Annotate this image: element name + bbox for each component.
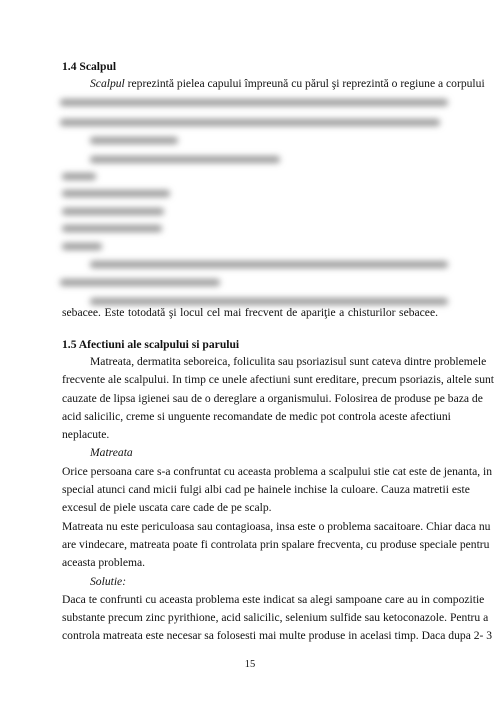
paragraph-line: Orice persoana care s-a confruntat cu aceasta problema a scalpului stie cat este de jenanta, in <box>62 465 493 478</box>
paragraph-line: Matreata nu este periculoasa sau contagioasa, insa este o problema sacaitoare. Chiar daca nu <box>62 520 491 533</box>
paragraph-line: frecvente ale scalpului. In timp ce unele afectiuni sunt ereditare, precum psoriazis, altele sunt <box>62 373 495 386</box>
paragraph-line: acid salicilic, creme si unguente recomandate de medic pot controla aceste afectiuni <box>62 410 451 423</box>
paragraph-line: aceasta problema. <box>62 556 146 569</box>
paragraph-text: reprezintă pielea capului împreună cu părul şi reprezintă o regiune a corpului <box>124 77 485 90</box>
paragraph-line: special atunci cand micii fulgi albi cad pe hainele inchise la culoare. Cauza matretii este <box>62 483 470 496</box>
paragraph-line: sebacee. Este totodată şi locul cel mai frecvent de apariţie a chisturilor sebacee. <box>62 306 438 319</box>
paragraph-line: are vindecare, matreata poate fi controlata prin spalare frecventa, cu produse speciale pentru <box>62 538 490 551</box>
paragraph-line: Daca te confrunti cu aceasta problema este indicat sa alegi sampoane care au in compozitie <box>62 593 485 606</box>
italic-term: Scalpul <box>90 77 125 90</box>
paragraph-line: excesul de piele uscata care cade de pe scalp. <box>62 501 272 514</box>
section-heading-1-5: 1.5 Afectiuni ale scalpului si parului <box>62 338 240 351</box>
section-heading-1-4: 1.4 Scalpul <box>62 60 117 73</box>
paragraph-line: cauzate de lipsa igienei sau de o dereglare a organismului. Folosirea de produse pe baza de <box>62 392 483 405</box>
paragraph-line <box>90 77 485 91</box>
subheading-solutie: Solutie: <box>90 575 127 588</box>
paragraph-line: neplacute. <box>62 428 110 441</box>
paragraph-line: controla matreata este necesar sa folosesti mai multe produse in acelasi timp. Daca dupa 2- 3 <box>62 629 493 642</box>
page-number: 15 <box>244 659 256 670</box>
paragraph-line: Matreata, dermatita seboreica, foliculita sau psoriazisul sunt cateva dintre problemele <box>90 355 487 368</box>
subheading-matreata: Matreata <box>90 446 133 459</box>
paragraph-line: substante precum zinc pyrithione, acid salicilic, selenium sulfide sau ketoconazole. Pentru a <box>62 611 489 624</box>
